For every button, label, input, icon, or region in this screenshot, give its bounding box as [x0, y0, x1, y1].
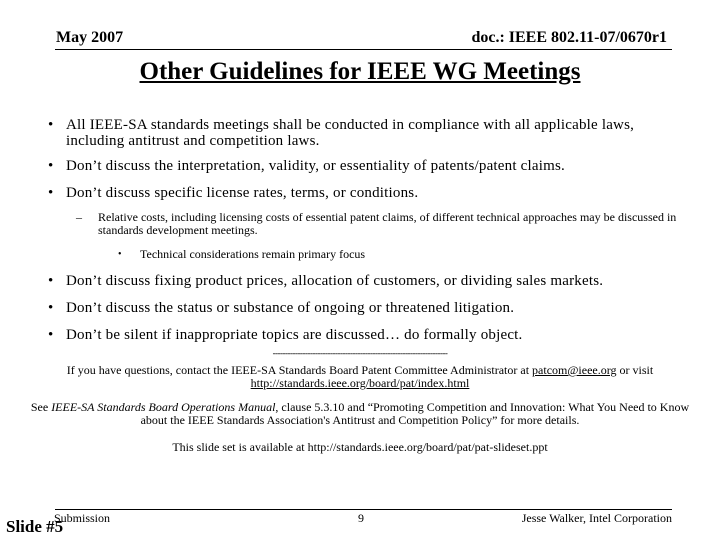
bullet-item	[48, 327, 688, 343]
bullet-dot-icon: •	[48, 158, 54, 174]
patent-url-link[interactable]: http://standards.ieee.org/board/pat/index.html	[250, 376, 470, 390]
bullet-text: Don’t discuss fixing product prices, allocation of customers, or dividing sales markets.	[66, 273, 604, 289]
header-doc-id: doc.: IEEE 802.11-07/0670r1	[471, 29, 667, 46]
sub-bullet-item	[76, 211, 692, 237]
sub-sub-bullet-text: Technical considerations remain primary focus	[140, 247, 366, 261]
bullet-item	[48, 117, 688, 149]
footer-page-number: 9	[358, 511, 364, 525]
questions-note	[40, 364, 680, 390]
header-rule	[55, 49, 672, 50]
bullet-item	[48, 273, 688, 289]
dash-icon: –	[76, 210, 82, 224]
sub-bullet-text: Relative costs, including licensing costs of essential patent claims, of different technical approaches may be discussed in standards development meetings.	[98, 210, 677, 237]
bullet-item	[48, 185, 688, 201]
bullet-dot-icon: •	[48, 300, 54, 316]
separator-line: ----------------------------------------------------------------------	[272, 348, 448, 358]
bullet-text: Don’t discuss the status or substance of ongoing or threatened litigation.	[66, 300, 515, 316]
bullet-dot-icon: •	[118, 249, 122, 260]
bullet-item	[48, 300, 688, 316]
bullet-text: Don’t discuss the interpretation, validity, or essentiality of patents/patent claims.	[66, 158, 565, 174]
footer-submission: Submission	[54, 511, 111, 525]
slideset-note: This slide set is available at http://standards.ieee.org/board/pat/pat-slideset.ppt	[172, 440, 548, 454]
header-date: May 2007	[56, 29, 124, 46]
bullet-dot-icon: •	[48, 117, 54, 133]
see-prefix: See	[30, 400, 52, 414]
bullet-dot-icon: •	[48, 273, 54, 289]
slide-number-label: Slide #5	[6, 517, 64, 536]
bullet-item	[48, 158, 688, 174]
bullet-text: Don’t discuss specific license rates, terms, or conditions.	[66, 185, 419, 201]
manual-title: IEEE-SA Standards Board Operations Manual	[51, 400, 276, 414]
see-suffix: , clause 5.3.10 and “Promoting Competition and Innovation: What You Need to Know about the IEEE Standards Association's Antitrust and Competition Policy” for more details.	[140, 400, 690, 427]
footer-rule	[55, 509, 672, 510]
see-note	[30, 401, 690, 427]
bullet-dot-icon: •	[48, 327, 54, 343]
footer-author: Jesse Walker, Intel Corporation	[521, 511, 672, 525]
questions-middle: or visit	[616, 363, 654, 377]
sub-sub-bullet-item	[118, 248, 365, 261]
bullet-dot-icon: •	[48, 185, 54, 201]
questions-prefix: If you have questions, contact the IEEE-SA Standards Board Patent Committee Administrator at	[66, 363, 533, 377]
slide-title: Other Guidelines for IEEE WG Meetings	[139, 58, 581, 85]
email-link[interactable]: patcom@ieee.org	[532, 363, 617, 377]
bullet-text: All IEEE-SA standards meetings shall be conducted in compliance with all applicable laws, including antitrust and competition laws.	[66, 117, 635, 149]
bullet-text: Don’t be silent if inappropriate topics are discussed… do formally object.	[66, 327, 523, 343]
